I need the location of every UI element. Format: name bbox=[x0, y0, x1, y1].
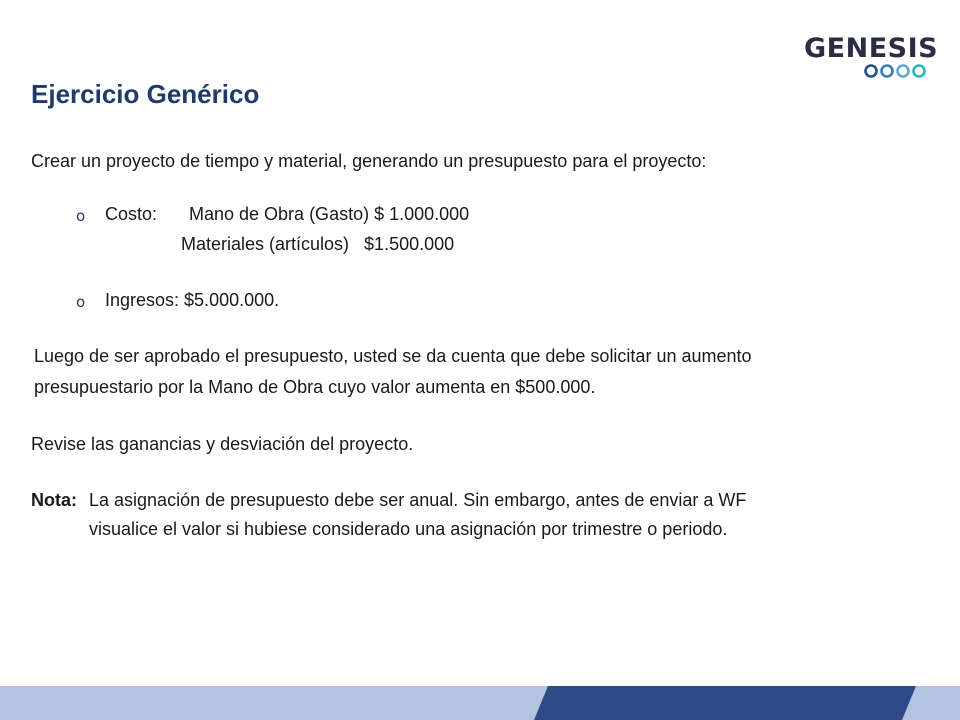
intro-text: Crear un proyecto de tiempo y material, generando un presupuesto para el proyecto: bbox=[31, 151, 707, 171]
logo-ring-2 bbox=[882, 66, 893, 77]
footer-dark-band bbox=[534, 686, 916, 720]
logo-ring-3 bbox=[898, 66, 909, 77]
note-line-1: La asignación de presupuesto debe ser anual. Sin embargo, antes de enviar a WF bbox=[89, 490, 747, 510]
slide-title: Ejercicio Genérico bbox=[31, 79, 260, 109]
paragraph-line-1: Luego de ser aprobado el presupuesto, usted se da cuenta que debe solicitar un aumento bbox=[34, 346, 752, 366]
cost-label: Costo: bbox=[105, 204, 158, 224]
cost-bullet-marker: o bbox=[76, 207, 86, 225]
logo-rings-icon bbox=[862, 63, 932, 79]
cost-line-labor: Mano de Obra (Gasto) $ 1.000.000 bbox=[189, 204, 470, 224]
note-label: Nota: bbox=[31, 490, 77, 510]
logo-ring-1 bbox=[866, 66, 877, 77]
note-line-2: visualice el valor si hubiese considerado una asignación por trimestre o periodo. bbox=[89, 519, 728, 539]
footer-band bbox=[0, 686, 960, 720]
logo-ring-4 bbox=[914, 66, 925, 77]
paragraph-line-2: presupuestario por la Mano de Obra cuyo valor aumenta en $500.000. bbox=[34, 377, 596, 397]
logo-wordmark: GENESIS bbox=[804, 33, 939, 64]
genesis-logo bbox=[804, 33, 939, 80]
income-line: Ingresos: $5.000.000. bbox=[105, 290, 280, 310]
review-text: Revise las ganancias y desviación del proyecto. bbox=[31, 434, 414, 454]
income-bullet-marker: o bbox=[76, 293, 86, 311]
cost-line-materials: Materiales (artículos) $1.500.000 bbox=[181, 234, 455, 254]
